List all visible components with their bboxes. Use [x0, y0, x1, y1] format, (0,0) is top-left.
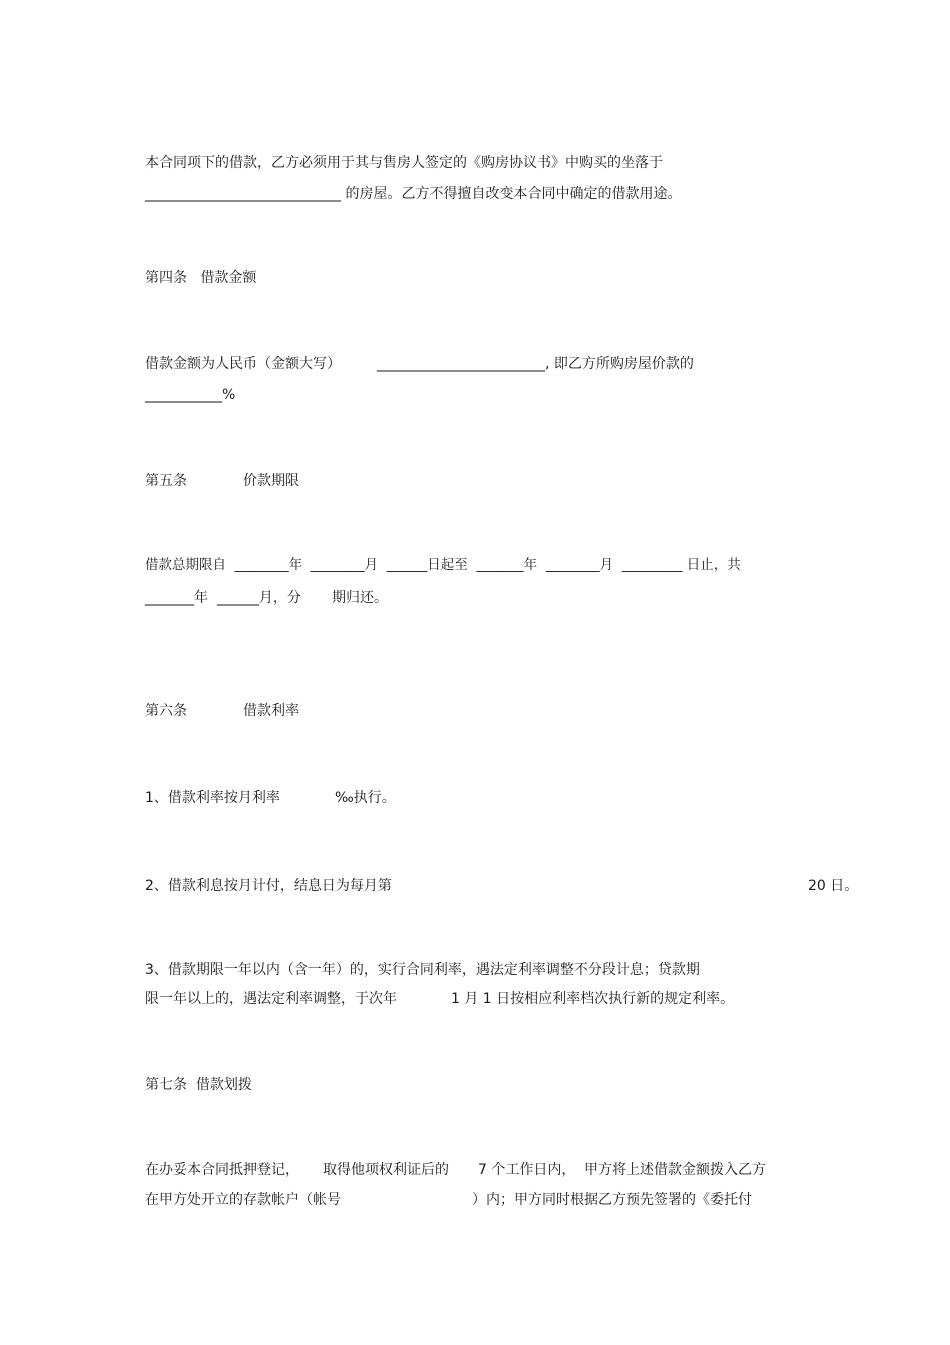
article6-heading-num: 第六条: [145, 703, 187, 719]
article7-line2a: 在甲方处开立的存款帐户（帐号: [145, 1192, 341, 1208]
article4-line1a: 借款金额为人民币（金额大写）: [145, 356, 341, 372]
article7-line1b: 取得他项权利证后的: [323, 1162, 449, 1178]
article6-item3-line2b: 1 月 1 日按相应利率档次执行新的规定利率。: [451, 991, 735, 1007]
article5-line2: _______年 ______月，分 期归还。: [145, 590, 389, 606]
article6-item2b: 20 日。: [808, 878, 859, 894]
article5-heading-title: 价款期限: [243, 473, 299, 489]
article5-heading-num: 第五条: [145, 473, 187, 489]
article3-line2: ____________________________ 的房屋。乙方不得擅自改变本合同中确定的借款用途。: [145, 186, 682, 202]
article6-item1b: ‰执行。: [335, 790, 396, 806]
article3-line1: 本合同项下的借款，乙方必须用于其与售房人签定的《购房协议书》中购买的坐落于: [145, 155, 663, 171]
article6-heading-title: 借款利率: [243, 703, 299, 719]
article6-item3-line1: 3、借款期限一年以内（含一年）的，实行合同利率，遇法定利率调整不分段计息；贷款期: [145, 962, 700, 978]
article7-line1c: 7 个工作日内，: [478, 1162, 576, 1178]
article7-heading: 第七条 借款划拨: [145, 1077, 252, 1093]
article6-item1a: 1、借款利率按月利率: [145, 790, 280, 806]
article7-line1d: 甲方将上述借款金额拨入乙方: [584, 1162, 766, 1178]
article5-line1: 借款总期限自 ________年 ________月 ______日起至 _______年 ________月 _________ 日止，共: [145, 557, 741, 573]
article7-line1a: 在办妥本合同抵押登记，: [145, 1162, 299, 1178]
article6-item2a: 2、借款利息按月计付，结息日为每月第: [145, 878, 392, 894]
article4-line1b: ________________________, 即乙方所购房屋价款的: [377, 356, 694, 372]
article6-item3-line2a: 限一年以上的，遇法定利率调整，于次年: [145, 991, 397, 1007]
article4-line2: ___________%: [145, 387, 236, 403]
article7-line2b: ）内；甲方同时根据乙方预先签署的《委托付: [472, 1192, 752, 1208]
article4-heading: 第四条 借款金额: [145, 270, 257, 286]
